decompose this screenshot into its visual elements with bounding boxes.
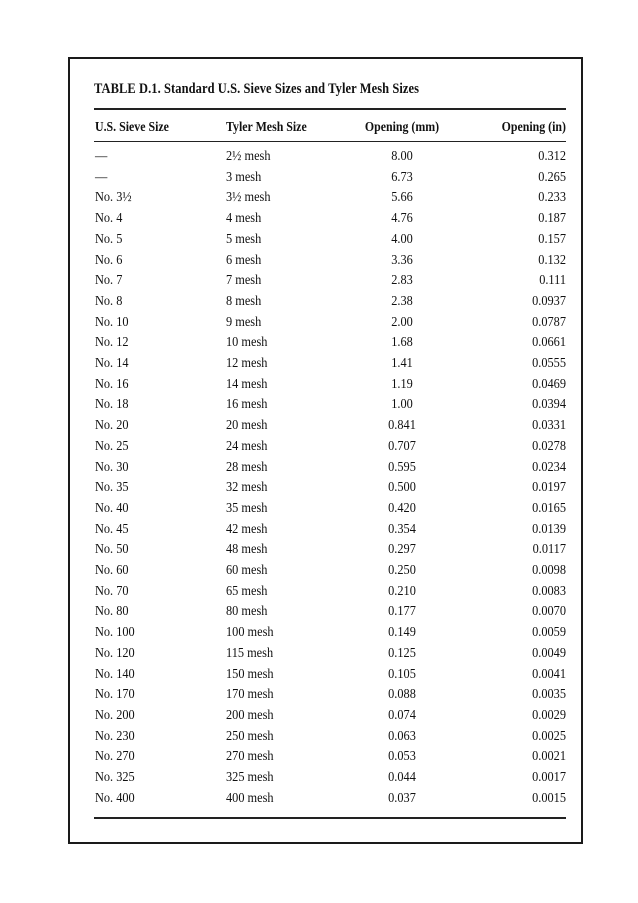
table-row xyxy=(0,685,638,705)
tyler-mesh-size-cell: 170 mesh xyxy=(226,687,274,703)
opening-mm-cell: 0.053 xyxy=(388,749,416,765)
table-row xyxy=(0,499,638,519)
us-sieve-size-cell: No. 25 xyxy=(95,438,129,454)
tyler-mesh-size-cell: 32 mesh xyxy=(226,480,268,496)
table-row xyxy=(0,644,638,664)
table-row xyxy=(0,251,638,271)
tyler-mesh-size-cell: 400 mesh xyxy=(226,790,274,806)
opening-mm-cell: 1.68 xyxy=(391,335,413,351)
us-sieve-size-cell: No. 70 xyxy=(95,583,129,599)
opening-in-cell: 0.0098 xyxy=(532,563,566,578)
table-row xyxy=(0,437,638,457)
table-row xyxy=(0,188,638,208)
tyler-mesh-size-cell: 20 mesh xyxy=(226,418,268,434)
tyler-mesh-size-cell: 3½ mesh xyxy=(226,190,271,206)
opening-mm-cell: 0.177 xyxy=(388,604,416,620)
opening-mm-cell: 0.037 xyxy=(388,790,416,806)
opening-mm-cell: 1.00 xyxy=(391,397,413,413)
us-sieve-size-cell: No. 50 xyxy=(95,542,129,558)
table-row xyxy=(0,582,638,602)
table-row xyxy=(0,665,638,685)
table-row xyxy=(0,292,638,312)
opening-mm-cell: 0.074 xyxy=(388,707,416,723)
table-row xyxy=(0,727,638,747)
tyler-mesh-size-cell: 48 mesh xyxy=(226,542,268,558)
header-opening-mm: Opening (mm) xyxy=(364,119,440,134)
us-sieve-size-cell: No. 200 xyxy=(95,707,135,723)
table-header-row xyxy=(0,117,638,137)
tyler-mesh-size-cell: 150 mesh xyxy=(226,666,274,682)
opening-in-cell: 0.0025 xyxy=(532,728,566,744)
us-sieve-size-cell: No. 5 xyxy=(95,231,123,247)
table-row xyxy=(0,458,638,478)
us-sieve-size-cell: No. 4 xyxy=(95,211,123,227)
us-sieve-size-cell: No. 8 xyxy=(95,293,123,309)
opening-in-cell: 0.0117 xyxy=(532,542,566,558)
opening-mm-cell: 8.00 xyxy=(391,149,413,164)
tyler-mesh-size-cell: 60 mesh xyxy=(226,563,268,578)
opening-in-cell: 0.0021 xyxy=(532,749,566,765)
tyler-mesh-size-cell: 7 mesh xyxy=(226,273,262,289)
header-us-sieve-size: U.S. Sieve Size xyxy=(95,119,169,134)
us-sieve-size-cell: No. 40 xyxy=(95,500,129,516)
us-sieve-size-cell: No. 7 xyxy=(95,273,123,289)
opening-mm-cell: 1.19 xyxy=(391,376,413,392)
table-row xyxy=(0,602,638,622)
opening-in-cell: 0.0197 xyxy=(532,480,566,496)
opening-in-cell: 0.0059 xyxy=(532,625,566,641)
us-sieve-size-cell: No. 3½ xyxy=(95,190,132,206)
us-sieve-size-cell: No. 120 xyxy=(95,645,135,661)
opening-in-cell: 0.0083 xyxy=(532,583,566,599)
opening-in-cell: 0.233 xyxy=(538,190,566,206)
table-row xyxy=(0,271,638,291)
opening-in-cell: 0.132 xyxy=(538,252,566,268)
opening-in-cell: 0.0278 xyxy=(532,438,566,454)
tyler-mesh-size-cell: 42 mesh xyxy=(226,521,268,537)
us-sieve-size-cell: No. 35 xyxy=(95,480,129,496)
us-sieve-size-cell: No. 100 xyxy=(95,625,135,641)
opening-mm-cell: 0.149 xyxy=(388,625,416,641)
us-sieve-size-cell: — xyxy=(95,169,108,185)
tyler-mesh-size-cell: 80 mesh xyxy=(226,604,268,620)
tyler-mesh-size-cell: 115 mesh xyxy=(226,645,274,661)
opening-in-cell: 0.0041 xyxy=(532,666,566,682)
us-sieve-size-cell: No. 20 xyxy=(95,418,129,434)
us-sieve-size-cell: No. 16 xyxy=(95,376,129,392)
opening-mm-cell: 0.707 xyxy=(388,438,416,454)
table-row xyxy=(0,375,638,395)
opening-mm-cell: 0.105 xyxy=(388,666,416,682)
opening-in-cell: 0.157 xyxy=(538,231,566,247)
tyler-mesh-size-cell: 35 mesh xyxy=(226,500,268,516)
opening-mm-cell: 1.41 xyxy=(391,356,413,371)
opening-mm-cell: 4.76 xyxy=(391,211,413,227)
opening-in-cell: 0.0165 xyxy=(532,500,566,516)
tyler-mesh-size-cell: 14 mesh xyxy=(226,376,268,392)
us-sieve-size-cell: No. 18 xyxy=(95,397,129,413)
us-sieve-size-cell: No. 80 xyxy=(95,604,129,620)
tyler-mesh-size-cell: 2½ mesh xyxy=(226,149,271,164)
table-row xyxy=(0,147,638,167)
table-row xyxy=(0,313,638,333)
bottom-rule xyxy=(94,817,566,819)
opening-in-cell: 0.0017 xyxy=(532,770,566,785)
table-row xyxy=(0,706,638,726)
us-sieve-size-cell: No. 14 xyxy=(95,356,129,371)
opening-mm-cell: 0.125 xyxy=(388,645,416,661)
tyler-mesh-size-cell: 6 mesh xyxy=(226,252,262,268)
opening-mm-cell: 0.210 xyxy=(388,583,416,599)
table-row xyxy=(0,747,638,767)
tyler-mesh-size-cell: 24 mesh xyxy=(226,438,268,454)
us-sieve-size-cell: No. 325 xyxy=(95,770,135,785)
opening-mm-cell: 5.66 xyxy=(391,190,413,206)
us-sieve-size-cell: No. 6 xyxy=(95,252,123,268)
opening-in-cell: 0.312 xyxy=(538,149,566,164)
tyler-mesh-size-cell: 250 mesh xyxy=(226,728,274,744)
table-row xyxy=(0,789,638,809)
opening-mm-cell: 0.354 xyxy=(388,521,416,537)
tyler-mesh-size-cell: 10 mesh xyxy=(226,335,268,351)
table-row xyxy=(0,478,638,498)
tyler-mesh-size-cell: 100 mesh xyxy=(226,625,274,641)
tyler-mesh-size-cell: 270 mesh xyxy=(226,749,274,765)
tyler-mesh-size-cell: 8 mesh xyxy=(226,293,262,309)
us-sieve-size-cell: No. 12 xyxy=(95,335,129,351)
us-sieve-size-cell: No. 270 xyxy=(95,749,135,765)
opening-mm-cell: 2.00 xyxy=(391,314,413,330)
opening-mm-cell: 4.00 xyxy=(391,231,413,247)
opening-in-cell: 0.0035 xyxy=(532,687,566,703)
opening-in-cell: 0.265 xyxy=(538,169,566,185)
opening-in-cell: 0.0070 xyxy=(532,604,566,620)
table-row xyxy=(0,168,638,188)
tyler-mesh-size-cell: 28 mesh xyxy=(226,459,268,475)
opening-mm-cell: 0.420 xyxy=(388,500,416,516)
opening-mm-cell: 2.38 xyxy=(391,293,413,309)
top-rule xyxy=(94,108,566,110)
opening-in-cell: 0.0469 xyxy=(532,376,566,392)
us-sieve-size-cell: No. 45 xyxy=(95,521,129,537)
table-title: TABLE D.1. Standard U.S. Sieve Sizes and Tyler Mesh Sizes xyxy=(94,81,420,97)
opening-in-cell: 0.0787 xyxy=(532,314,566,330)
opening-in-cell: 0.0049 xyxy=(532,645,566,661)
opening-mm-cell: 0.044 xyxy=(388,770,416,785)
table-row xyxy=(0,768,638,788)
tyler-mesh-size-cell: 3 mesh xyxy=(226,169,262,185)
opening-mm-cell: 0.500 xyxy=(388,480,416,496)
opening-in-cell: 0.0029 xyxy=(532,707,566,723)
us-sieve-size-cell: No. 60 xyxy=(95,563,129,578)
opening-in-cell: 0.0937 xyxy=(532,293,566,309)
opening-in-cell: 0.0139 xyxy=(532,521,566,537)
table-row xyxy=(0,395,638,415)
opening-mm-cell: 0.595 xyxy=(388,459,416,475)
tyler-mesh-size-cell: 9 mesh xyxy=(226,314,262,330)
table-row xyxy=(0,561,638,581)
table-row xyxy=(0,416,638,436)
opening-in-cell: 0.0234 xyxy=(532,459,566,475)
us-sieve-size-cell: No. 170 xyxy=(95,687,135,703)
table-row xyxy=(0,520,638,540)
opening-mm-cell: 6.73 xyxy=(391,169,413,185)
opening-mm-cell: 0.250 xyxy=(388,563,416,578)
table-row xyxy=(0,209,638,229)
us-sieve-size-cell: No. 30 xyxy=(95,459,129,475)
table-row xyxy=(0,333,638,353)
us-sieve-size-cell: No. 400 xyxy=(95,790,135,806)
us-sieve-size-cell: No. 140 xyxy=(95,666,135,682)
us-sieve-size-cell: — xyxy=(95,149,108,164)
tyler-mesh-size-cell: 5 mesh xyxy=(226,231,262,247)
opening-in-cell: 0.0661 xyxy=(532,335,566,351)
header-rule xyxy=(94,141,566,142)
opening-in-cell: 0.187 xyxy=(538,211,566,227)
tyler-mesh-size-cell: 16 mesh xyxy=(226,397,268,413)
opening-mm-cell: 0.297 xyxy=(388,542,416,558)
opening-in-cell: 0.0394 xyxy=(532,397,566,413)
header-tyler-mesh-size: Tyler Mesh Size xyxy=(226,119,307,134)
opening-in-cell: 0.0015 xyxy=(532,790,566,806)
opening-mm-cell: 0.088 xyxy=(388,687,416,703)
header-opening-in: Opening (in) xyxy=(501,119,566,134)
table-row xyxy=(0,230,638,250)
table-row xyxy=(0,354,638,374)
opening-in-cell: 0.0331 xyxy=(532,418,566,434)
opening-mm-cell: 3.36 xyxy=(391,252,413,268)
tyler-mesh-size-cell: 200 mesh xyxy=(226,707,274,723)
opening-in-cell: 0.111 xyxy=(539,273,566,289)
table-row xyxy=(0,540,638,560)
tyler-mesh-size-cell: 65 mesh xyxy=(226,583,268,599)
tyler-mesh-size-cell: 4 mesh xyxy=(226,211,262,227)
us-sieve-size-cell: No. 10 xyxy=(95,314,129,330)
tyler-mesh-size-cell: 12 mesh xyxy=(226,356,268,371)
opening-in-cell: 0.0555 xyxy=(532,356,566,371)
tyler-mesh-size-cell: 325 mesh xyxy=(226,770,274,785)
opening-mm-cell: 2.83 xyxy=(391,273,413,289)
opening-mm-cell: 0.063 xyxy=(388,728,416,744)
table-row xyxy=(0,623,638,643)
opening-mm-cell: 0.841 xyxy=(388,418,416,434)
us-sieve-size-cell: No. 230 xyxy=(95,728,135,744)
